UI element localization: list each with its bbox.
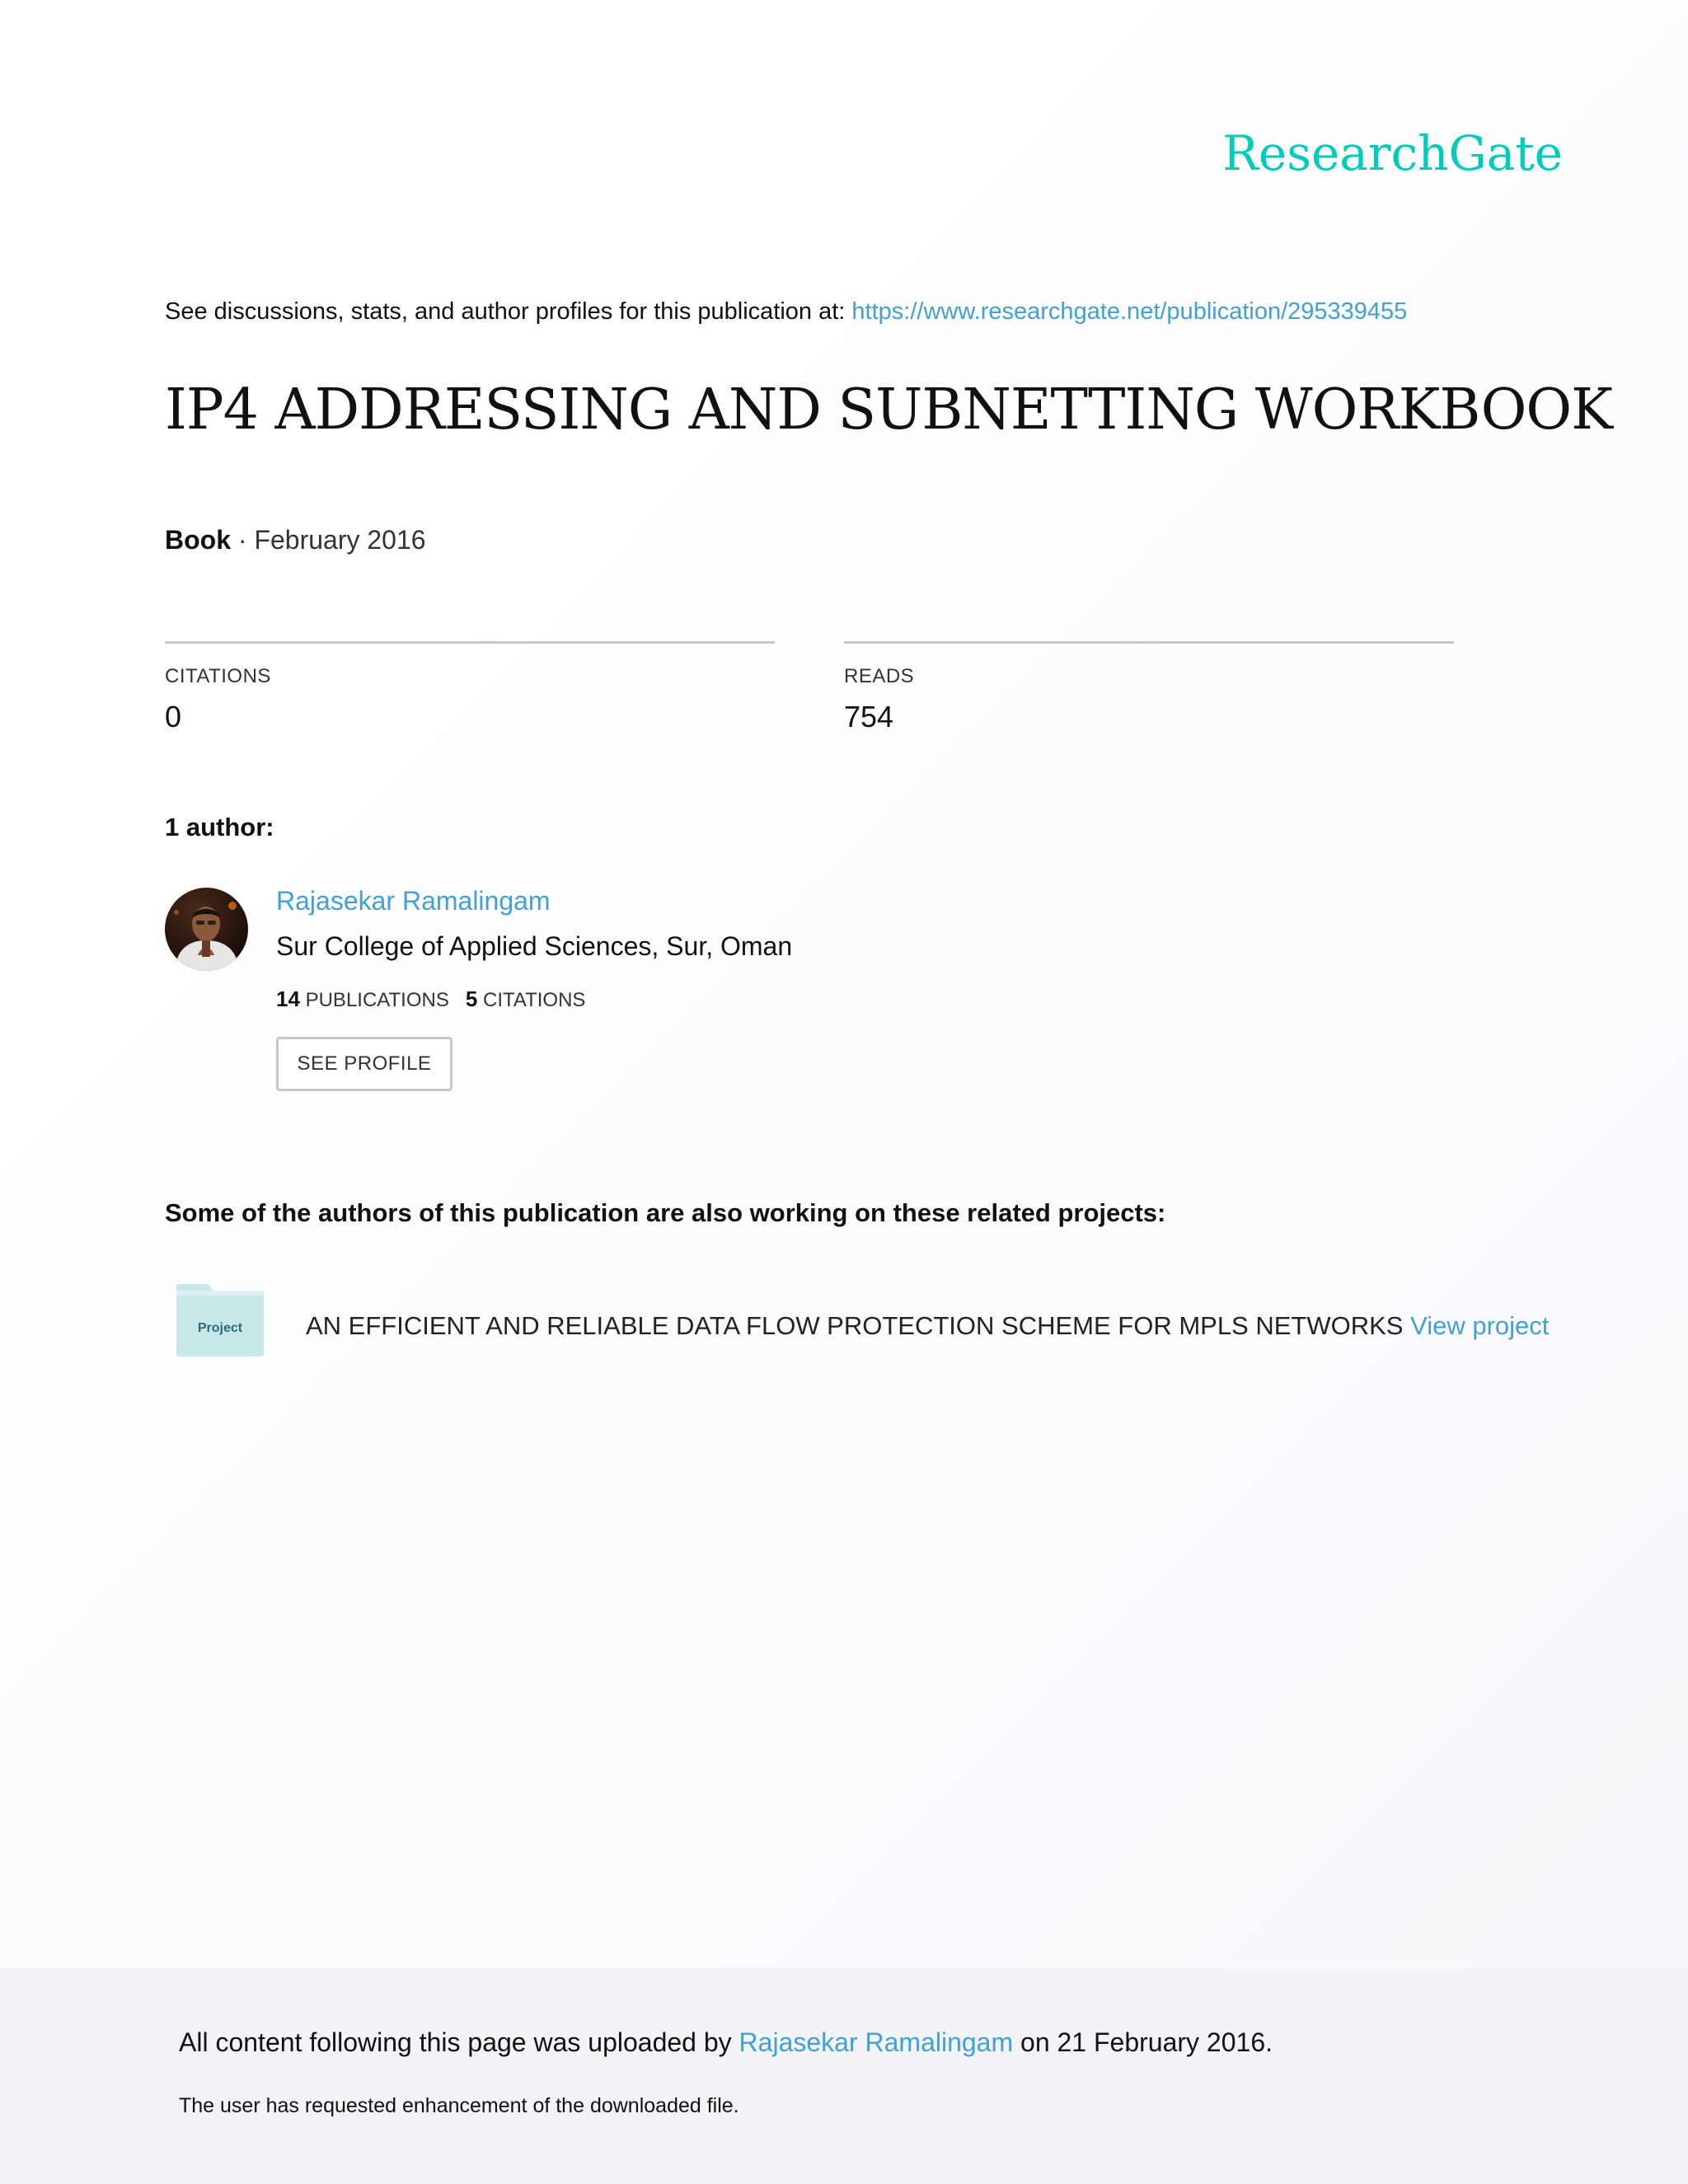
- upload-notice-suffix: on 21 February 2016.: [1013, 2027, 1273, 2057]
- related-projects-heading: Some of the authors of this publication are also working on these related projects:: [165, 1198, 1166, 1227]
- author-stats: [276, 987, 585, 1012]
- meta-separator: ·: [231, 525, 255, 555]
- author-citations-label: CITATIONS: [483, 989, 586, 1011]
- footer-panel: [0, 1968, 1688, 2184]
- publication-title: IP4 ADDRESSING AND SUBNETTING WORKBOOK: [165, 377, 1612, 443]
- publication-type: Book: [165, 525, 231, 555]
- author-avatar[interactable]: [165, 888, 248, 971]
- project-item: [306, 1311, 1549, 1341]
- reads-stat: [844, 641, 1454, 734]
- publication-meta: [165, 525, 426, 555]
- upload-notice: [179, 2027, 1273, 2058]
- project-folder-icon[interactable]: [175, 1282, 265, 1358]
- author-publications-count: 14: [276, 987, 300, 1011]
- folder-icon: [175, 1282, 265, 1358]
- citations-value: 0: [165, 700, 182, 733]
- see-profile-button[interactable]: SEE PROFILE: [276, 1037, 452, 1091]
- author-photo-icon: [165, 888, 248, 971]
- publication-link-intro: See discussions, stats, and author profiles for this publication at:: [165, 298, 852, 325]
- view-project-link[interactable]: View project: [1410, 1311, 1550, 1340]
- enhancement-note: The user has requested enhancement of the downloaded file.: [179, 2094, 739, 2117]
- uploader-link[interactable]: Rajasekar Ramalingam: [738, 2027, 1014, 2057]
- authors-heading: 1 author:: [165, 813, 274, 841]
- author-institution: Sur College of Applied Sciences, Sur, Oman: [276, 931, 793, 961]
- upload-notice-prefix: All content following this page was uploaded by: [179, 2027, 739, 2057]
- publication-date: February 2016: [254, 525, 426, 555]
- author-publications-label: PUBLICATIONS: [305, 989, 449, 1011]
- author-citations-count: 5: [465, 987, 478, 1011]
- citations-stat: [165, 641, 775, 734]
- author-name-link[interactable]: Rajasekar Ramalingam: [276, 886, 551, 916]
- publication-link-line: [165, 298, 1407, 326]
- reads-value: 754: [844, 700, 894, 733]
- citations-label: CITATIONS: [165, 665, 271, 687]
- publication-url-link[interactable]: https://www.researchgate.net/publication/295339455: [851, 298, 1408, 325]
- researchgate-logo[interactable]: ResearchGate: [1222, 125, 1563, 181]
- project-title: AN EFFICIENT AND RELIABLE DATA FLOW PROTECTION SCHEME FOR MPLS NETWORKS: [306, 1311, 1404, 1340]
- project-icon-label: Project: [197, 1321, 243, 1335]
- reads-label: READS: [844, 665, 915, 687]
